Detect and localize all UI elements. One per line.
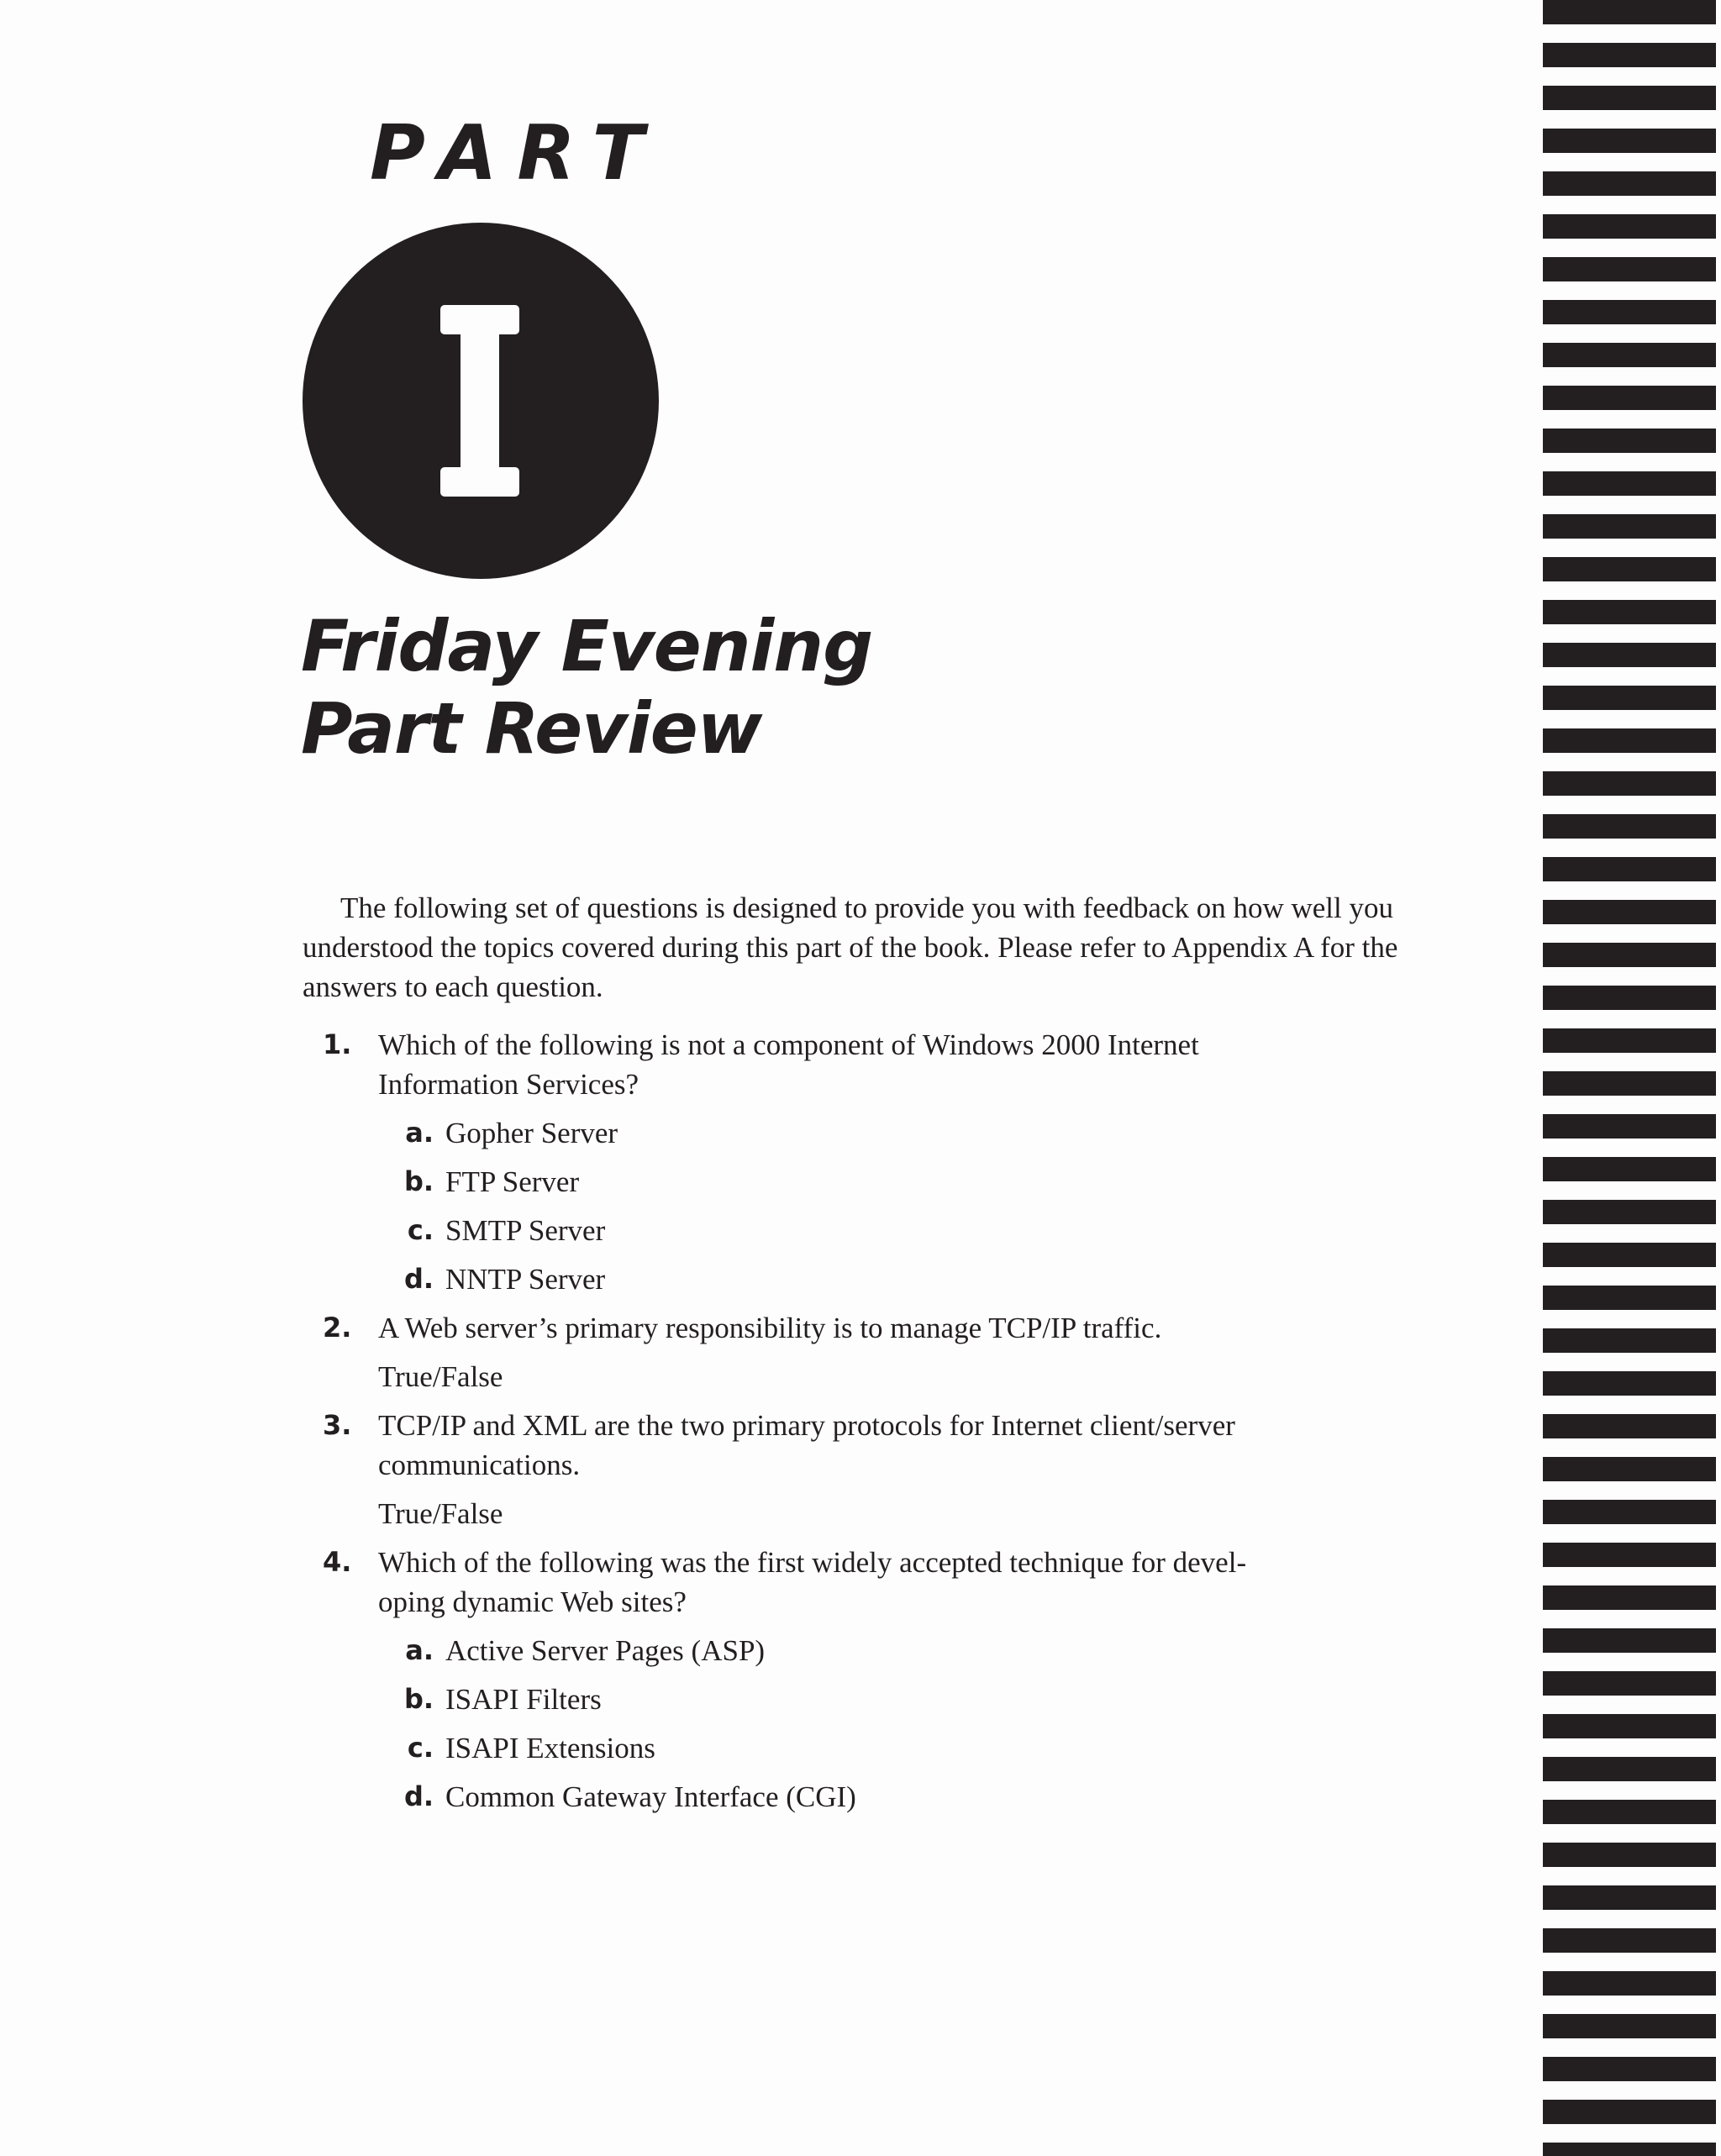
answer-options bbox=[378, 1113, 1420, 1299]
answer-option bbox=[378, 1162, 1420, 1202]
answer-option bbox=[378, 1631, 1420, 1670]
option-letter: d. bbox=[403, 1263, 434, 1295]
question-text-line: A Web server’s primary responsibility is to manage TCP/IP traffic. bbox=[378, 1312, 1162, 1344]
question-number: 2. bbox=[323, 1312, 352, 1344]
option-text: FTP Server bbox=[445, 1165, 580, 1198]
review-content bbox=[303, 888, 1420, 1826]
question-text-line: communications. bbox=[378, 1449, 581, 1481]
roman-numeral-one-glyph bbox=[303, 223, 659, 579]
option-text: Common Gateway Interface (CGI) bbox=[445, 1780, 856, 1813]
question-text-line: Which of the following was the first widely accepted technique for devel- bbox=[378, 1546, 1247, 1579]
answer-options bbox=[378, 1631, 1420, 1817]
question-1 bbox=[303, 1025, 1420, 1299]
answer-option bbox=[378, 1680, 1420, 1719]
answer-option bbox=[378, 1113, 1420, 1153]
decorative-stripe-bar bbox=[1543, 0, 1716, 2156]
option-text: Gopher Server bbox=[445, 1117, 618, 1149]
part-title bbox=[301, 605, 872, 770]
option-text: ISAPI Filters bbox=[445, 1683, 602, 1716]
question-text-line: oping dynamic Web sites? bbox=[378, 1585, 687, 1618]
option-text: Active Server Pages (ASP) bbox=[445, 1634, 766, 1667]
part-title-line-1: Friday Evening bbox=[301, 605, 873, 687]
part-title-line-2: Part Review bbox=[301, 687, 762, 770]
question-number: 1. bbox=[323, 1028, 352, 1060]
answer-option bbox=[378, 1211, 1420, 1250]
question-4 bbox=[303, 1543, 1420, 1817]
question-text-line: TCP/IP and XML are the two primary protocols for Internet client/server bbox=[378, 1409, 1235, 1442]
part-label: PART bbox=[370, 109, 665, 197]
question-text-line: Which of the following is not a component of Windows 2000 Internet bbox=[378, 1028, 1199, 1061]
question-text-line: Information Services? bbox=[378, 1068, 639, 1101]
true-false-prompt: True/False bbox=[378, 1360, 503, 1393]
option-letter: b. bbox=[403, 1683, 434, 1715]
option-letter: c. bbox=[407, 1214, 434, 1246]
question-number: 4. bbox=[323, 1546, 352, 1578]
question-number: 3. bbox=[323, 1409, 352, 1441]
option-letter: a. bbox=[405, 1117, 434, 1149]
question-3 bbox=[303, 1406, 1420, 1533]
option-text: NNTP Server bbox=[445, 1263, 606, 1296]
option-text: ISAPI Extensions bbox=[445, 1732, 655, 1764]
question-2 bbox=[303, 1308, 1420, 1396]
part-numeral-badge bbox=[303, 223, 659, 579]
answer-option bbox=[378, 1777, 1420, 1817]
true-false-prompt: True/False bbox=[378, 1497, 503, 1530]
option-text: SMTP Server bbox=[445, 1214, 606, 1247]
option-letter: a. bbox=[405, 1634, 434, 1666]
option-letter: b. bbox=[403, 1165, 434, 1197]
option-letter: c. bbox=[407, 1732, 434, 1764]
intro-paragraph: The following set of questions is designed to provide you with feedback on how well you understood the topics covered during this part of the book. Please refer to Appendix A for the answers to each question. bbox=[303, 891, 1398, 1003]
answer-option bbox=[378, 1728, 1420, 1768]
option-letter: d. bbox=[403, 1780, 434, 1812]
answer-option bbox=[378, 1259, 1420, 1299]
